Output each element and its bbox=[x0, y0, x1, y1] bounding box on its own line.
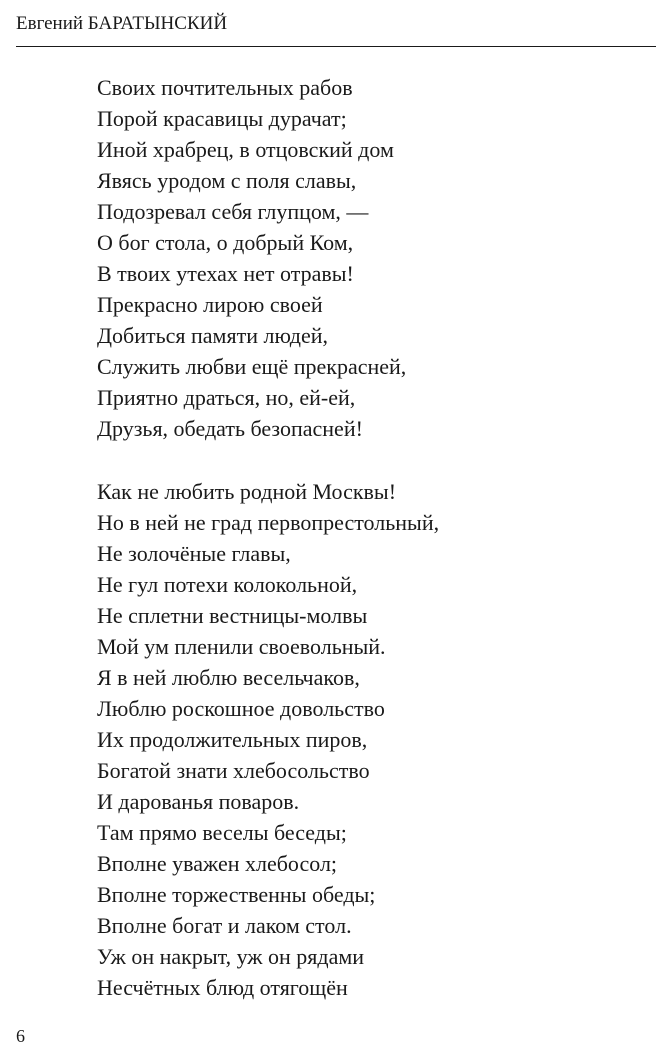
stanza-2 bbox=[97, 476, 657, 1003]
poem-line: Приятно драться, но, ей-ей, bbox=[97, 385, 356, 410]
running-head: Евгений БАРАТЫНСКИЙ bbox=[16, 13, 228, 34]
poem-line: Друзья, обедать безопасней! bbox=[97, 416, 363, 441]
poem-line: Вполне богат и лаком стол. bbox=[97, 913, 352, 938]
poem-line: Добиться памяти людей, bbox=[97, 323, 328, 348]
poem-line: Там прямо веселы беседы; bbox=[97, 820, 347, 845]
poem-line: В твоих утехах нет отравы! bbox=[97, 261, 354, 286]
poem-line: Не сплетни вестницы-молвы bbox=[97, 603, 368, 628]
poem-line: Люблю роскошное довольство bbox=[97, 696, 385, 721]
poem-line: Явясь уродом с поля славы, bbox=[97, 168, 357, 193]
poem-line: Я в ней люблю весельчаков, bbox=[97, 665, 360, 690]
poem-line: Не золочёные главы, bbox=[97, 541, 291, 566]
page-number: 6 bbox=[16, 1026, 25, 1046]
header-rule bbox=[16, 46, 656, 47]
poem-line: Подозревал себя глупцом, — bbox=[97, 199, 369, 224]
poem-line: Их продолжительных пиров, bbox=[97, 727, 368, 752]
poem-line: Мой ум пленили своевольный. bbox=[97, 634, 386, 659]
poem-line: Уж он накрыт, уж он рядами bbox=[97, 944, 365, 969]
poem-line: Не гул потехи колокольной, bbox=[97, 572, 358, 597]
poem-line: Иной храбрец, в отцовский дом bbox=[97, 137, 394, 162]
poem-line: Служить любви ещё прекрасней, bbox=[97, 354, 407, 379]
poem-line: Богатой знати хлебосольство bbox=[97, 758, 370, 783]
poem-line: Своих почтительных рабов bbox=[97, 75, 353, 100]
poem-line: О бог стола, о добрый Ком, bbox=[97, 230, 354, 255]
poem-line: Порой красавицы дурачат; bbox=[97, 106, 347, 131]
poem-line: Как не любить родной Москвы! bbox=[97, 479, 397, 504]
poem bbox=[97, 72, 657, 1003]
poem-line: Вполне уважен хлебосол; bbox=[97, 851, 338, 876]
poem-line: Но в ней не град первопрестольный, bbox=[97, 510, 440, 535]
stanza-1 bbox=[97, 72, 657, 444]
poem-line: Несчётных блюд отягощён bbox=[97, 975, 348, 1000]
poem-line: Прекрасно лирою своей bbox=[97, 292, 323, 317]
poem-line: Вполне торжественны обеды; bbox=[97, 882, 376, 907]
poem-line: И дарованья поваров. bbox=[97, 789, 300, 814]
